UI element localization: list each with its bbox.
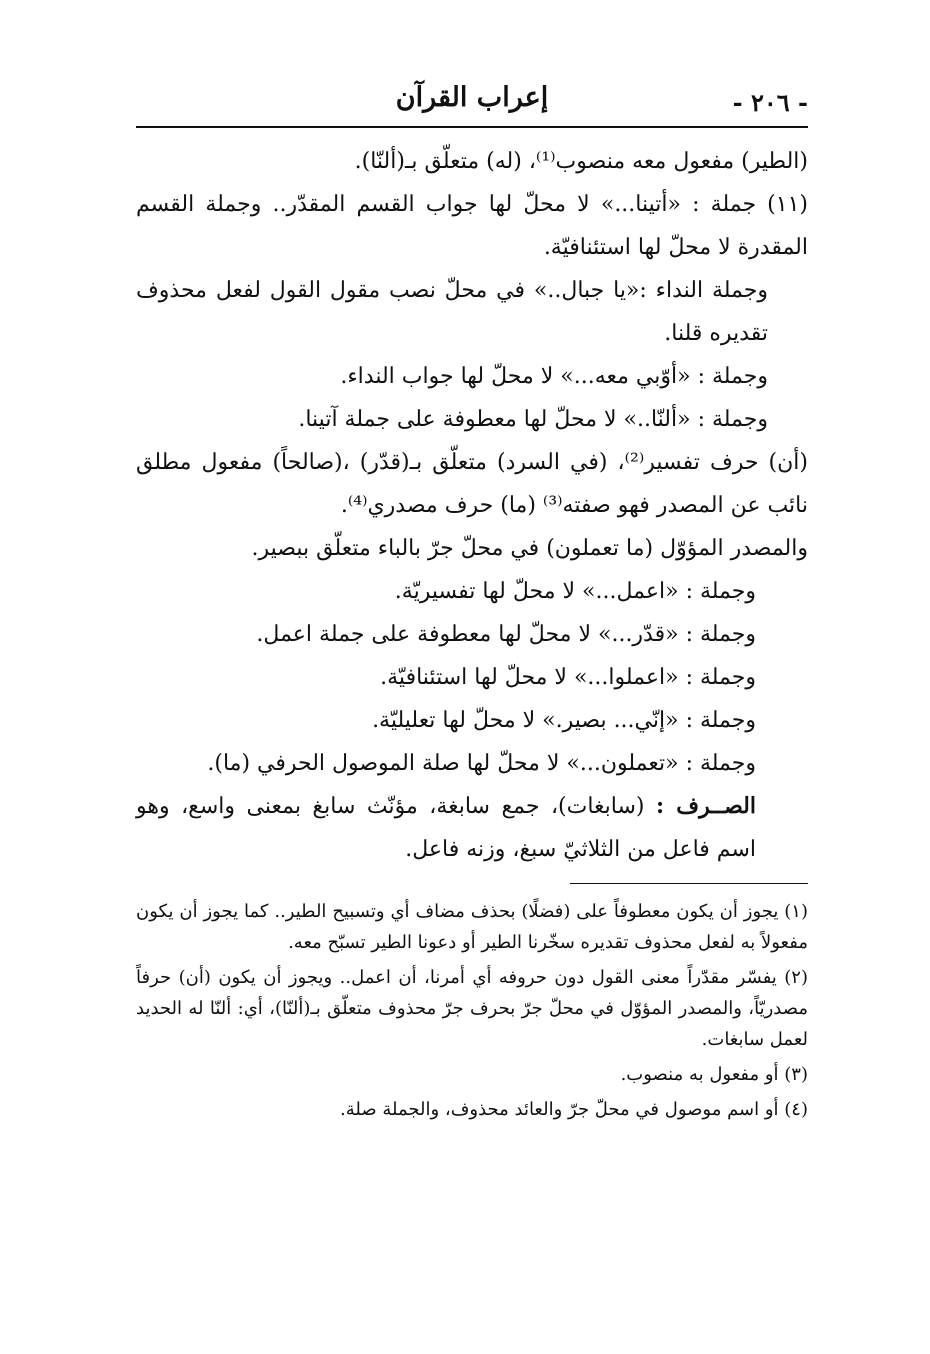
page-header	[136, 74, 808, 124]
header-rule	[136, 126, 808, 128]
text-line: وجملة : «إنّي... بصير.» لا محلّ لها تعليليّة.	[372, 708, 756, 733]
text-line: وجملة النداء :«يا جبال..» في محلّ نصب مقول القول لفعل محذوف تقديره قلنا.	[136, 278, 768, 346]
sarf-text: (سابغات)، جمع سابغة، مؤنّث سابغ بمعنى واسع، وهو اسم فاعل من الثلاثيّ سبغ، وزنه فاعل.	[136, 794, 756, 862]
footnote: (٢) يفسّر مقدّراً معنى القول دون حروفه أي أمرنا، أن اعمل.. ويجوز أن يكون (أن) حرفاً مصدريّاً، والمصدر المؤوّل في محلّ جرّ بحرف جرّ محذوف متعلّق بـ(ألنّا)، أي: ألنّا له الحديد لعمل سابغات.	[136, 967, 808, 1050]
footnote-rule	[570, 883, 808, 884]
footnotes	[136, 896, 808, 1125]
main-text	[136, 140, 808, 871]
page-number: - ٢٠٦ -	[732, 88, 808, 117]
text-line: وجملة : «اعمل...» لا محلّ لها تفسيريّة.	[394, 579, 756, 604]
text-line: وجملة : «تعملون...» لا محلّ لها صلة الموصول الحرفي (ما).	[207, 751, 756, 776]
text-line: وجملة : «اعملوا...» لا محلّ لها استئنافيّة.	[380, 665, 756, 690]
footnote: (٣) أو مفعول به منصوب.	[620, 1064, 808, 1085]
text-line: (١١) جملة : «أتينا...» لا محلّ لها جواب القسم المقدّر.. وجملة القسم المقدرة لا محلّ لها استئنافيّة.	[136, 192, 808, 260]
footnote: (٤) أو اسم موصول في محلّ جرّ والعائد محذوف، والجملة صلة.	[340, 1099, 808, 1120]
book-title: إعراب القرآن	[395, 82, 549, 113]
sarf-label: الصــرف :	[656, 793, 756, 819]
text-line: (الطير) مفعول معه منصوب⁽¹⁾، (له) متعلّق بـ(ألنّا).	[354, 149, 808, 174]
text-line: (أن) حرف تفسير⁽²⁾، (في السرد) متعلّق بـ(قدّر) ،(صالحاً) مفعول مطلق نائب عن المصدر فهو صفته⁽³⁾ (ما) حرف مصدري⁽⁴⁾.	[136, 450, 808, 518]
text-line: وجملة : «قدّر...» لا محلّ لها معطوفة على جملة اعمل.	[256, 622, 756, 647]
text-line: وجملة : «ألنّا..» لا محلّ لها معطوفة على جملة آتينا.	[298, 407, 768, 432]
footnote: (١) يجوز أن يكون معطوفاً على (فضلًا) بحذف مضاف أي وتسبيح الطير.. كما يجوز أن يكون مفعولاً به لفعل محذوف تقديره سخّرنا الطير أو دعونا الطير تسبّح معه.	[136, 901, 808, 953]
sarf-paragraph	[136, 785, 808, 871]
text-line: والمصدر المؤوّل (ما تعملون) في محلّ جرّ بالباء متعلّق ببصير.	[251, 536, 808, 561]
text-line: وجملة : «أوّبي معه...» لا محلّ لها جواب النداء.	[340, 364, 768, 389]
